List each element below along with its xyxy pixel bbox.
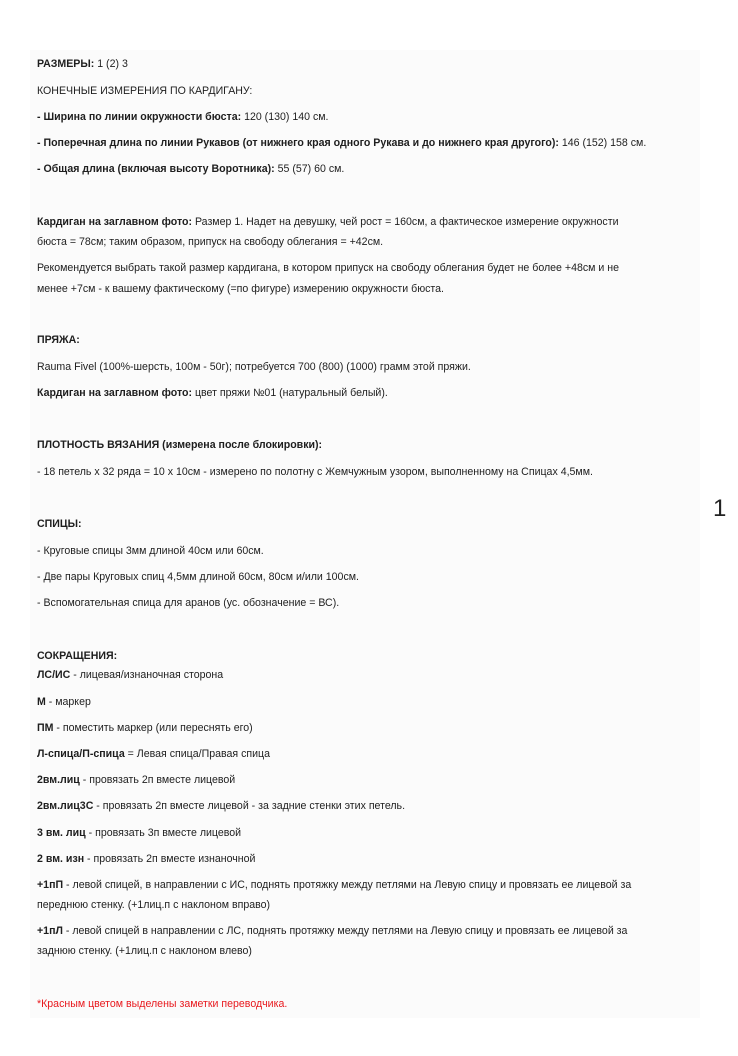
abbreviation-desc: - провязать 3п вместе лицевой	[85, 827, 242, 839]
measurement-bust	[37, 111, 329, 124]
abbreviation-desc: - маркер	[45, 696, 91, 708]
abbreviation-desc: - провязать 2п вместе лицевой	[79, 774, 236, 786]
sizes-line	[37, 58, 128, 71]
translator-note: *Красным цветом выделены заметки переводчика.	[37, 998, 288, 1010]
photo-note-label: Кардиган на заглавном фото:	[37, 216, 193, 228]
abbreviation-term: 2 вм. изн	[37, 853, 85, 865]
abbreviation-desc: - левой спицей в направлении с ЛС, поднять протяжку между петлями на Левую спицу и провязать ее лицевой за	[62, 925, 628, 937]
abbreviation-item	[37, 800, 405, 813]
measurement-length	[37, 163, 344, 176]
needles-heading: СПИЦЫ:	[37, 518, 82, 530]
abbreviation-term: +1пЛ	[37, 925, 63, 937]
needles-item: - Две пары Круговых спиц 4,5мм длиной 60см, 80см и/или 100см.	[37, 571, 359, 583]
abbreviation-item	[37, 722, 253, 735]
abbreviation-item	[37, 669, 223, 682]
measurement-label: - Ширина по линии окружности бюста:	[37, 111, 242, 123]
yarn-photo-line	[37, 387, 388, 400]
abbreviation-term: 2вм.лиц3С	[37, 800, 94, 812]
needles-item: - Вспомогательная спица для аранов (ус. обозначение = ВС).	[37, 597, 340, 609]
sizes-value: 1 (2) 3	[94, 58, 128, 70]
abbreviation-item	[37, 879, 631, 892]
abbreviation-item	[37, 748, 270, 761]
measurement-sleeves	[37, 137, 646, 150]
yarn-photo-label: Кардиган на заглавном фото:	[37, 387, 193, 399]
photo-note-line1	[37, 216, 619, 229]
measurement-value: 120 (130) 140 см.	[241, 111, 329, 123]
abbreviation-item	[37, 853, 255, 866]
abbreviation-continuation: переднюю стенку. (+1лиц.п с наклоном вправо)	[37, 899, 271, 911]
measurements-heading: КОНЕЧНЫЕ ИЗМЕРЕНИЯ ПО КАРДИГАНУ:	[37, 85, 253, 97]
abbreviation-desc: - лицевая/изнаночная сторона	[70, 669, 224, 681]
abbreviation-term: ПМ	[37, 722, 54, 734]
photo-note-text: Размер 1. Надет на девушку, чей рост = 160см, а фактическое измерение окружности	[192, 216, 619, 228]
measurement-value: 55 (57) 60 см.	[274, 163, 345, 175]
recommendation-line1: Рекомендуется выбрать такой размер кардигана, в котором припуск на свободу облегания будет не более +48см и не	[37, 262, 619, 274]
yarn-heading: ПРЯЖА:	[37, 334, 80, 346]
page-panel	[30, 50, 700, 1018]
abbreviation-term: Л-спица/П-спица	[37, 748, 125, 760]
abbreviation-item	[37, 696, 91, 709]
abbreviation-term: +1пП	[37, 879, 64, 891]
abbreviation-desc: - провязать 2п вместе изнаночной	[84, 853, 256, 865]
yarn-photo-value: цвет пряжи №01 (натуральный белый).	[192, 387, 388, 399]
abbreviation-continuation: заднюю стенку. (+1лиц.п с наклоном влево)	[37, 945, 252, 957]
gauge-heading: ПЛОТНОСТЬ ВЯЗАНИЯ (измерена после блокировки):	[37, 439, 323, 451]
photo-note-line2: бюста = 78см; таким образом, припуск на свободу облегания = +42см.	[37, 236, 384, 248]
abbreviation-term: 3 вм. лиц	[37, 827, 86, 839]
yarn-text: Rauma Fivel (100%-шерсть, 100м - 50г); потребуется 700 (800) (1000) грамм этой пряжи.	[37, 361, 471, 373]
needles-item: - Круговые спицы 3мм длиной 40см или 60см.	[37, 545, 264, 557]
measurement-label: - Общая длина (включая высоту Воротника):	[37, 163, 275, 175]
abbreviation-term: ЛС/ИС	[37, 669, 71, 681]
abbreviation-term: М	[37, 696, 46, 708]
abbreviation-term: 2вм.лиц	[37, 774, 80, 786]
gauge-text: - 18 петель х 32 ряда = 10 х 10см - измерено по полотну с Жемчужным узором, выполненному на Спицах 4,5мм.	[37, 466, 593, 478]
abbreviation-desc: - поместить маркер (или переснять его)	[53, 722, 253, 734]
recommendation-line2: менее +7см - к вашему фактическому (=по фигуре) измерению окружности бюста.	[37, 283, 445, 295]
abbreviation-item	[37, 827, 241, 840]
abbreviation-item	[37, 925, 627, 938]
measurement-label: - Поперечная длина по линии Рукавов (от нижнего края одного Рукава и до нижнего края другого):	[37, 137, 559, 149]
measurement-value: 146 (152) 158 см.	[558, 137, 647, 149]
abbreviation-item	[37, 774, 235, 787]
page-number: 1	[713, 495, 727, 522]
sizes-label: РАЗМЕРЫ:	[37, 58, 95, 70]
abbreviation-desc: = Левая спица/Правая спица	[124, 748, 270, 760]
abbreviation-desc: - левой спицей, в направлении с ИС, поднять протяжку между петлями на Левую спицу и провязать ее лицевой за	[63, 879, 632, 891]
abbreviation-desc: - провязать 2п вместе лицевой - за задние стенки этих петель.	[93, 800, 406, 812]
abbreviations-heading: СОКРАЩЕНИЯ:	[37, 650, 118, 662]
